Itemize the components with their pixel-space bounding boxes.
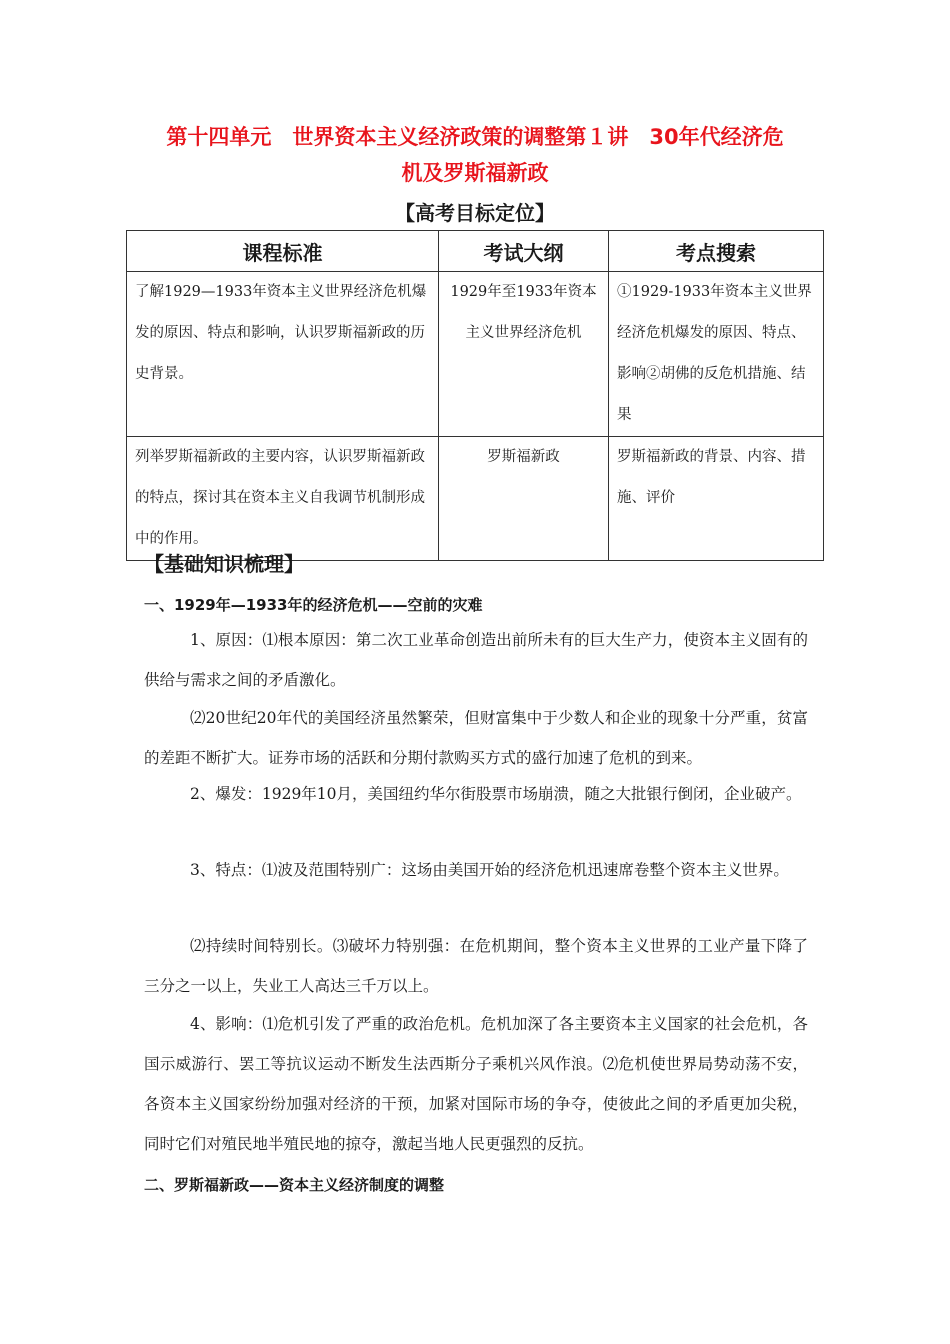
cell-outline: 1929年至1933年资本主义世界经济危机	[439, 272, 609, 437]
paragraph-outbreak: 2、爆发：1929年10月，美国纽约华尔街股票市场崩溃，随之大批银行倒闭，企业破产。	[190, 785, 802, 803]
part-one-heading: 一、1929年—1933年的经济危机——空前的灾难	[144, 596, 483, 614]
column-header-standard: 课程标准	[127, 231, 439, 272]
column-header-search: 考点搜索	[609, 231, 824, 272]
column-header-outline: 考试大纲	[439, 231, 609, 272]
cell-search: ①1929-1933年资本主义世界经济危机爆发的原因、特点、影响②胡佛的反危机措施、结果	[609, 272, 824, 437]
paragraph-features: 3、特点：⑴波及范围特别广：这场由美国开始的经济危机迅速席卷整个资本主义世界。	[190, 861, 789, 879]
cell-search: 罗斯福新政的背景、内容、措施、评价	[609, 437, 824, 561]
goal-table-header-row	[127, 231, 824, 272]
paragraph-features-2: ⑵持续时间特别长。⑶破坏力特别强：在危机期间，整个资本主义世界的工业产量下降了三分之一以上，失业工人高达三千万以上。	[144, 937, 808, 995]
cell-outline: 罗斯福新政	[439, 437, 609, 561]
goal-table	[126, 230, 824, 561]
paragraph-impact: 4、影响：⑴危机引发了严重的政治危机。危机加深了各主要资本主义国家的社会危机，各国示威游行、罢工等抗议运动不断发生法西斯分子乘机兴风作浪。⑵危机使世界局势动荡不安，各资本主义国家纷纷加强对经济的干预，加紧对国际市场的争夺，使彼此之间的矛盾更加尖税，同时它们对殖民地半殖民地的掠夺，激起当地人民更强烈的反抗。	[144, 1015, 808, 1153]
table-row	[127, 437, 824, 561]
paragraph-cause-2: ⑵20世纪20年代的美国经济虽然繁荣，但财富集中于少数人和企业的现象十分严重，贫富的差距不断扩大。证券市场的活跃和分期付款购买方式的盛行加速了危机的到来。	[144, 709, 808, 767]
goal-section-heading: 【高考目标定位】	[395, 201, 555, 225]
table-row	[127, 272, 824, 437]
cell-standard: 了解1929—1933年资本主义世界经济危机爆发的原因、特点和影响，认识罗斯福新政的历史背景。	[127, 272, 439, 437]
document-title-line-2: 机及罗斯福新政	[401, 161, 549, 185]
paragraph-cause: 1、原因：⑴根本原因：第二次工业革命创造出前所未有的巨大生产力，使资本主义固有的供给与需求之间的矛盾激化。	[144, 631, 808, 689]
cell-standard: 列举罗斯福新政的主要内容，认识罗斯福新政的特点，探讨其在资本主义自我调节机制形成中的作用。	[127, 437, 439, 561]
knowledge-section-heading: 【基础知识梳理】	[144, 552, 304, 576]
document-title-line-1: 第十四单元 世界资本主义经济政策的调整第１讲 30年代经济危	[166, 125, 784, 149]
part-two-heading: 二、罗斯福新政——资本主义经济制度的调整	[144, 1176, 445, 1194]
